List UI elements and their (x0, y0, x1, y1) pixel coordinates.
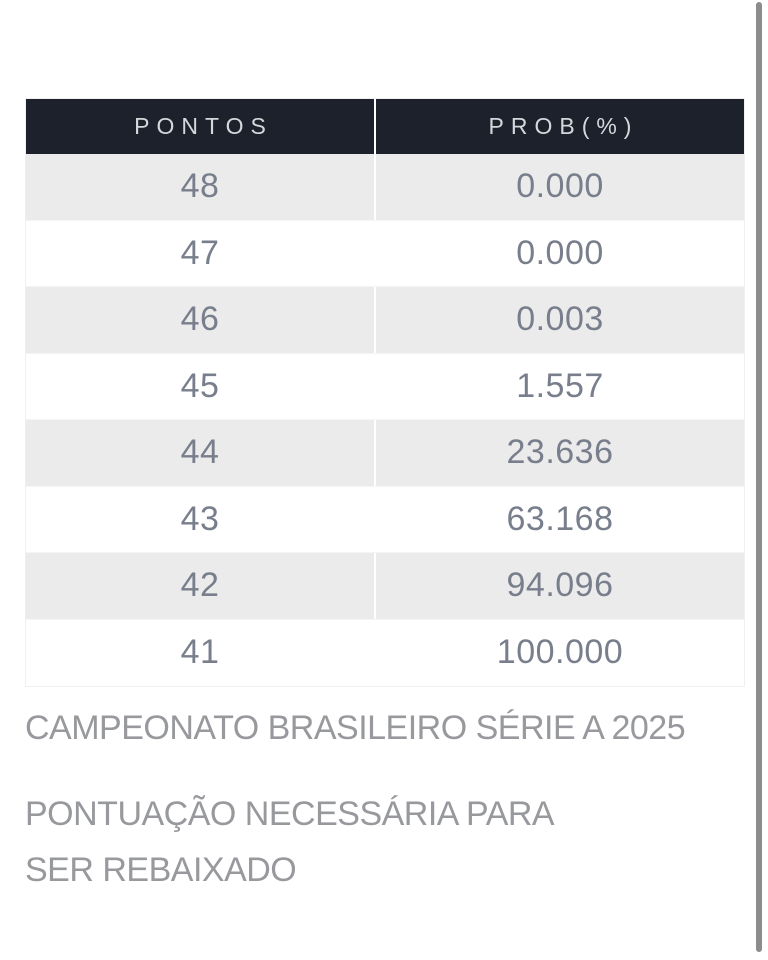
table-row (26, 287, 744, 354)
cell-prob: 1.557 (374, 354, 744, 420)
cell-prob: 0.003 (374, 287, 744, 353)
table-row (26, 553, 744, 620)
table-row (26, 420, 744, 487)
cell-pontos: 42 (180, 566, 220, 605)
table-row (26, 154, 744, 221)
scrollbar[interactable] (756, 2, 762, 952)
championship-title: CAMPEONATO BRASILEIRO SÉRIE A 2025 (25, 709, 686, 747)
column-header-prob: PROB(%) (374, 99, 744, 154)
table-row (26, 354, 744, 421)
table-row (26, 221, 744, 288)
cell-prob: 0.000 (374, 221, 744, 287)
cell-prob: 100.000 (374, 620, 744, 687)
probability-table (25, 98, 745, 687)
cell-pontos: 48 (180, 167, 220, 206)
table-row (26, 487, 744, 554)
table-header-row (26, 99, 744, 154)
cell-pontos: 47 (180, 233, 220, 272)
cell-pontos: 41 (180, 633, 220, 672)
cell-prob: 0.000 (374, 154, 744, 220)
relegation-subtitle: PONTUAÇÃO NECESSÁRIA PARA SER REBAIXADO (25, 795, 553, 889)
table-row (26, 620, 744, 687)
cell-prob: 63.168 (374, 487, 744, 553)
cell-pontos: 45 (180, 366, 220, 405)
cell-prob: 23.636 (374, 420, 744, 486)
cell-pontos: 44 (180, 433, 220, 472)
column-header-pontos: PONTOS (134, 113, 273, 139)
cell-pontos: 46 (180, 300, 220, 339)
cell-prob: 94.096 (374, 553, 744, 619)
cell-pontos: 43 (180, 499, 220, 538)
